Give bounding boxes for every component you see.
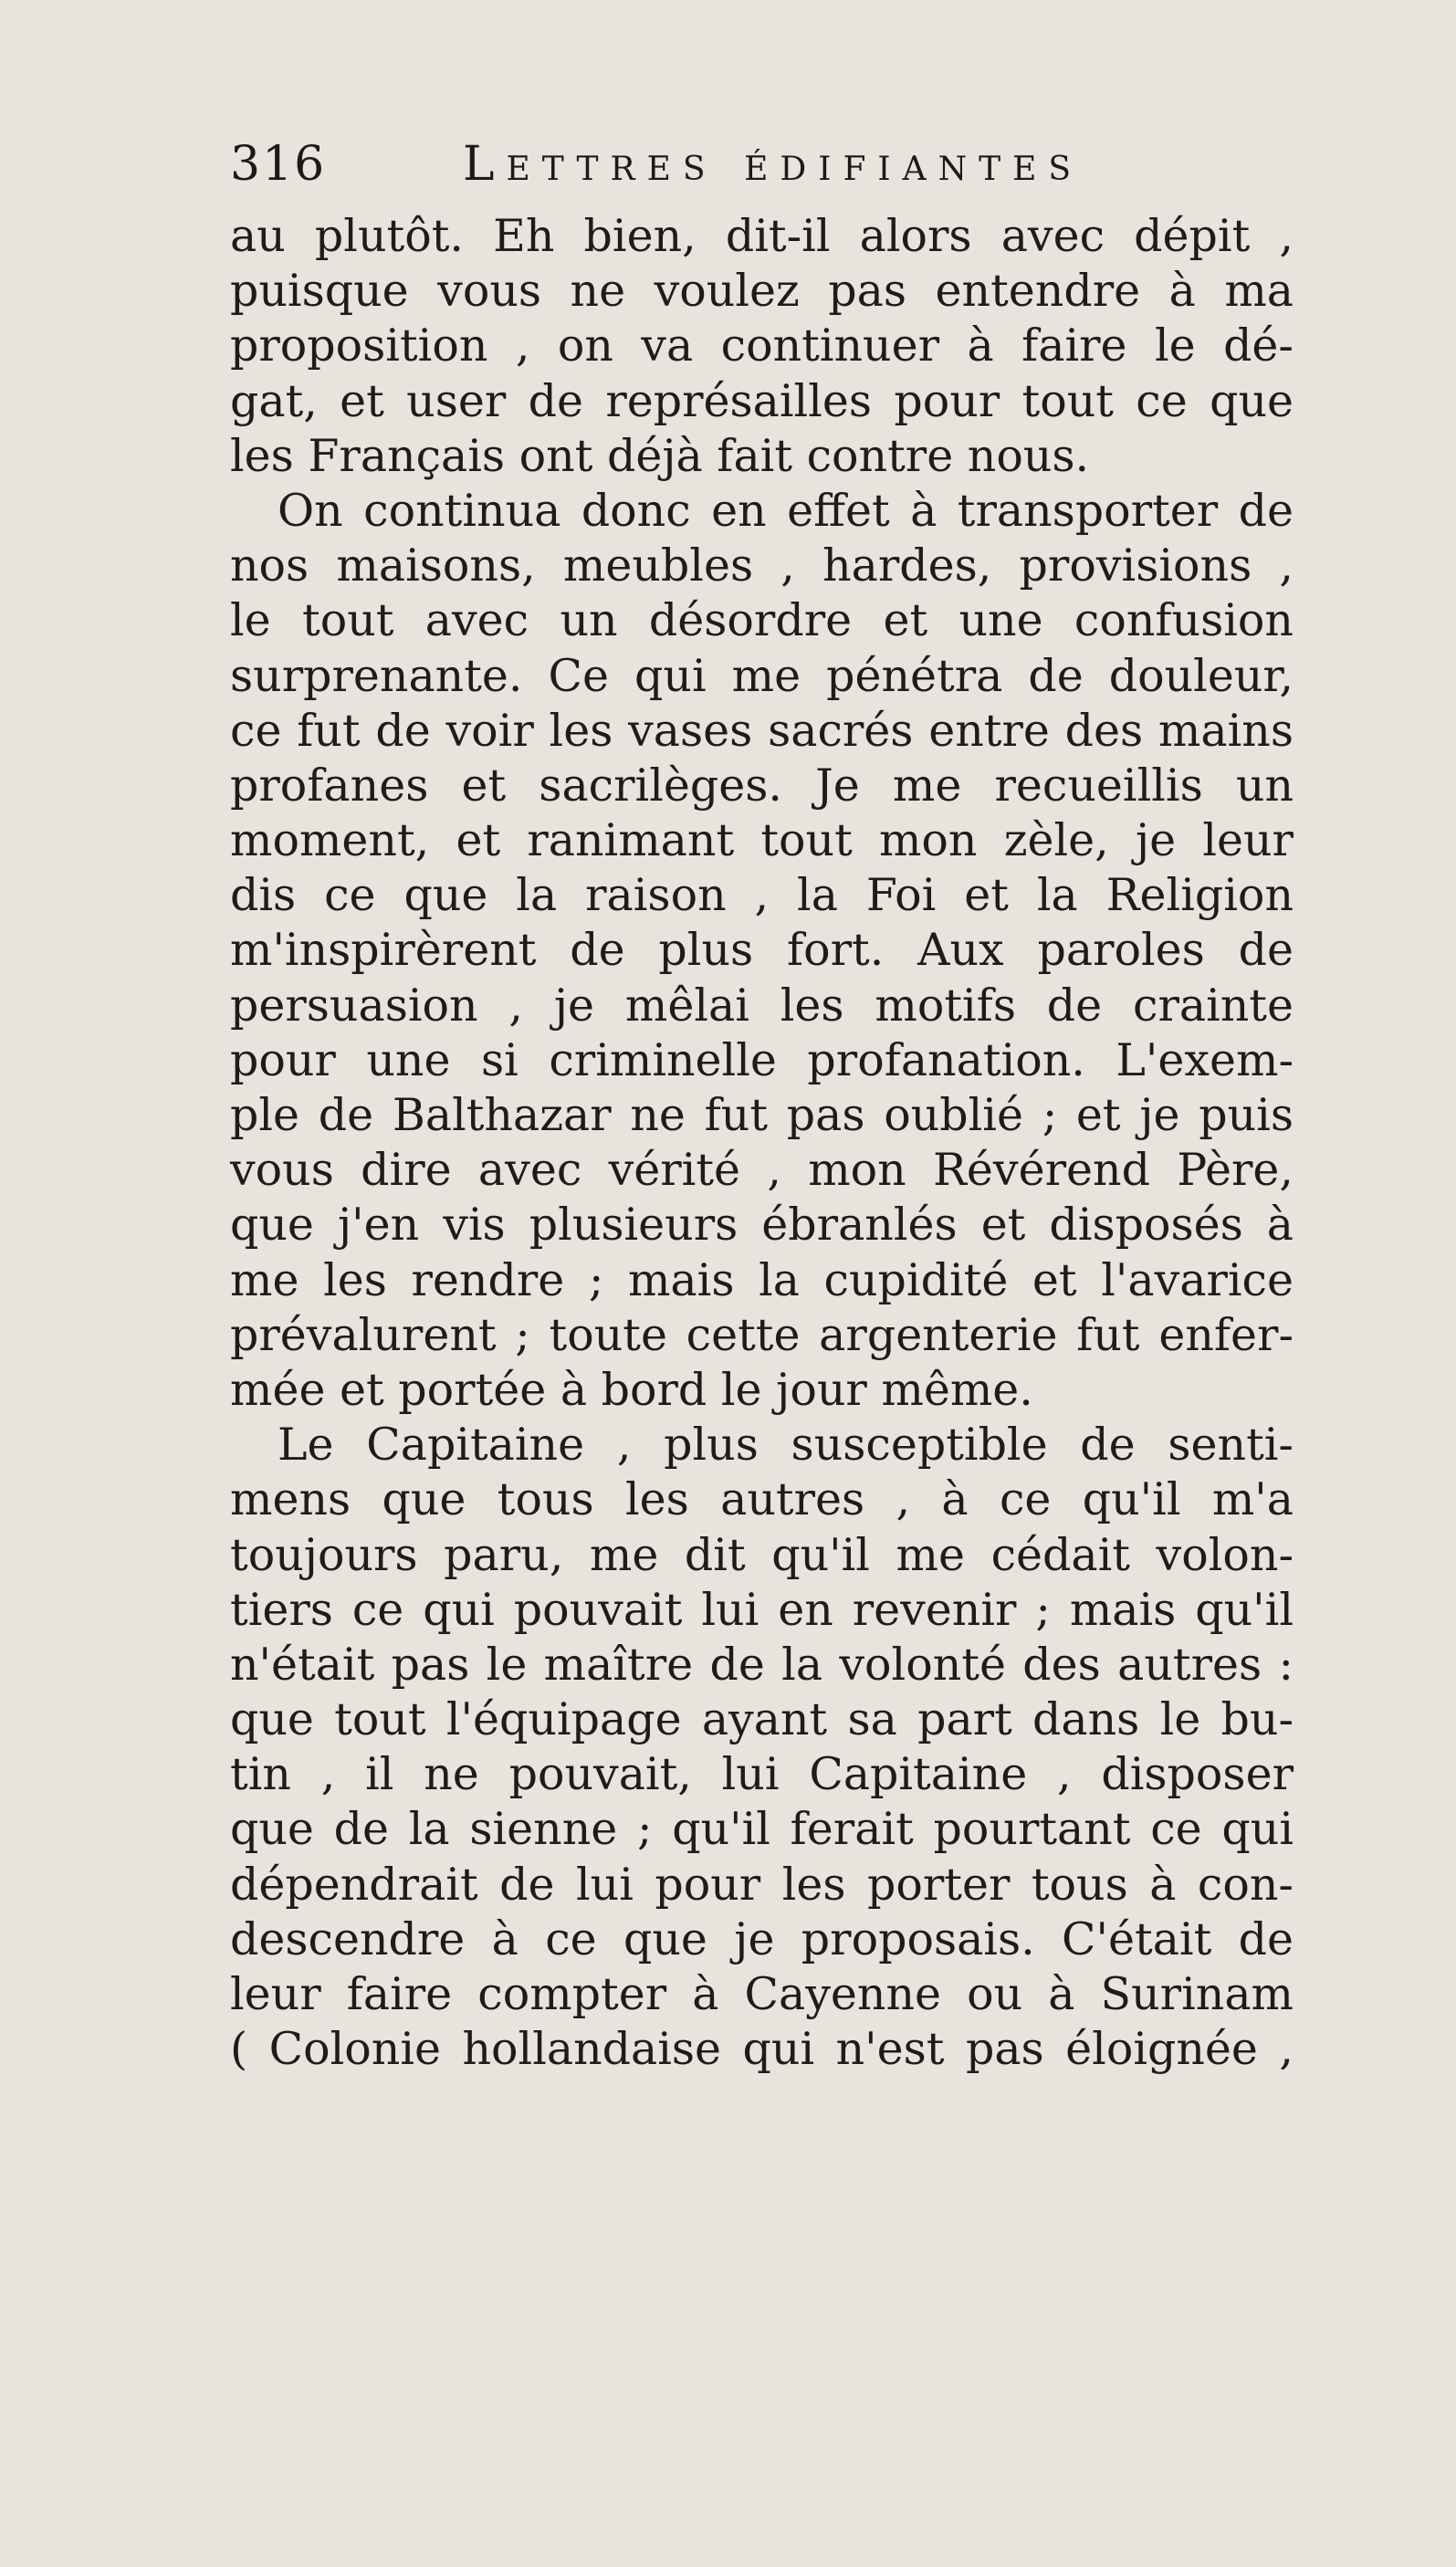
text-line: profanes et sacrilèges. Je me recueillis un bbox=[230, 759, 1294, 812]
text-line: gat, et user de représailles pour tout ce que bbox=[230, 374, 1294, 427]
body-text bbox=[230, 209, 1294, 2077]
text-line: ple de Balthazar ne fut pas oublié ; et je puis bbox=[230, 1089, 1294, 1141]
text-line: pour une si criminelle profanation. L'exem- bbox=[230, 1033, 1294, 1086]
text-line: tiers ce qui pouvait lui en revenir ; mais qu'il bbox=[230, 1583, 1294, 1636]
text-line: dis ce que la raison , la Foi et la Religion bbox=[230, 869, 1294, 922]
text-line: leur faire compter à Cayenne ou à Surinam bbox=[230, 1968, 1294, 2020]
text-line: me les rendre ; mais la cupidité et l'avarice bbox=[230, 1253, 1294, 1306]
text-line: mens que tous les autres , à ce qu'il m'a bbox=[230, 1473, 1294, 1526]
text-line: toujours paru, me dit qu'il me cédait volon- bbox=[230, 1528, 1294, 1581]
text-line: ce fut de voir les vases sacrés entre des mains bbox=[230, 704, 1294, 757]
text-line: ( Colonie hollandaise qui n'est pas éloignée , bbox=[230, 2023, 1294, 2076]
page-header bbox=[230, 137, 1280, 210]
page-number: 316 bbox=[230, 137, 327, 192]
text-line: nos maisons, meubles , hardes, provisions , bbox=[230, 540, 1294, 592]
text-line: dépendrait de lui pour les porter tous à con- bbox=[230, 1858, 1294, 1911]
text-line: moment, et ranimant tout mon zèle, je leur bbox=[230, 814, 1294, 867]
text-line: au plutôt. Eh bien, dit-il alors avec dépit , bbox=[230, 210, 1294, 262]
text-line: n'était pas le maître de la volonté des autres : bbox=[230, 1638, 1294, 1691]
paragraph-start-line: On continua donc en effet à transporter de bbox=[278, 484, 1294, 537]
text-line: puisque vous ne voulez pas entendre à ma bbox=[230, 265, 1294, 318]
text-line: le tout avec un désordre et une confusion bbox=[230, 594, 1294, 647]
text-line: mée et portée à bord le jour même. bbox=[230, 1363, 1033, 1416]
text-line: les Français ont déjà fait contre nous. bbox=[230, 429, 1090, 482]
text-line: m'inspirèrent de plus fort. Aux paroles de bbox=[230, 924, 1294, 977]
text-line: que j'en vis plusieurs ébranlés et disposés à bbox=[230, 1199, 1294, 1252]
text-line: proposition , on va continuer à faire le dé- bbox=[230, 320, 1294, 372]
paragraph-start-line: Le Capitaine , plus susceptible de senti- bbox=[278, 1419, 1294, 1472]
text-line: descendre à ce que je proposais. C'était de bbox=[230, 1912, 1294, 1965]
text-line: que de la sienne ; qu'il ferait pourtant ce qui bbox=[230, 1803, 1294, 1856]
text-line: vous dire avec vérité , mon Révérend Père, bbox=[230, 1144, 1294, 1197]
running-title: Lettres édifiantes bbox=[463, 137, 1084, 192]
text-line: tin , il ne pouvait, lui Capitaine , disposer bbox=[230, 1748, 1294, 1801]
text-line: persuasion , je mêlai les motifs de crainte bbox=[230, 979, 1294, 1032]
text-line: surprenante. Ce qui me pénétra de douleur, bbox=[230, 649, 1294, 702]
text-line: que tout l'équipage ayant sa part dans le bu- bbox=[230, 1693, 1294, 1746]
text-line: prévalurent ; toute cette argenterie fut enfer- bbox=[230, 1308, 1294, 1361]
